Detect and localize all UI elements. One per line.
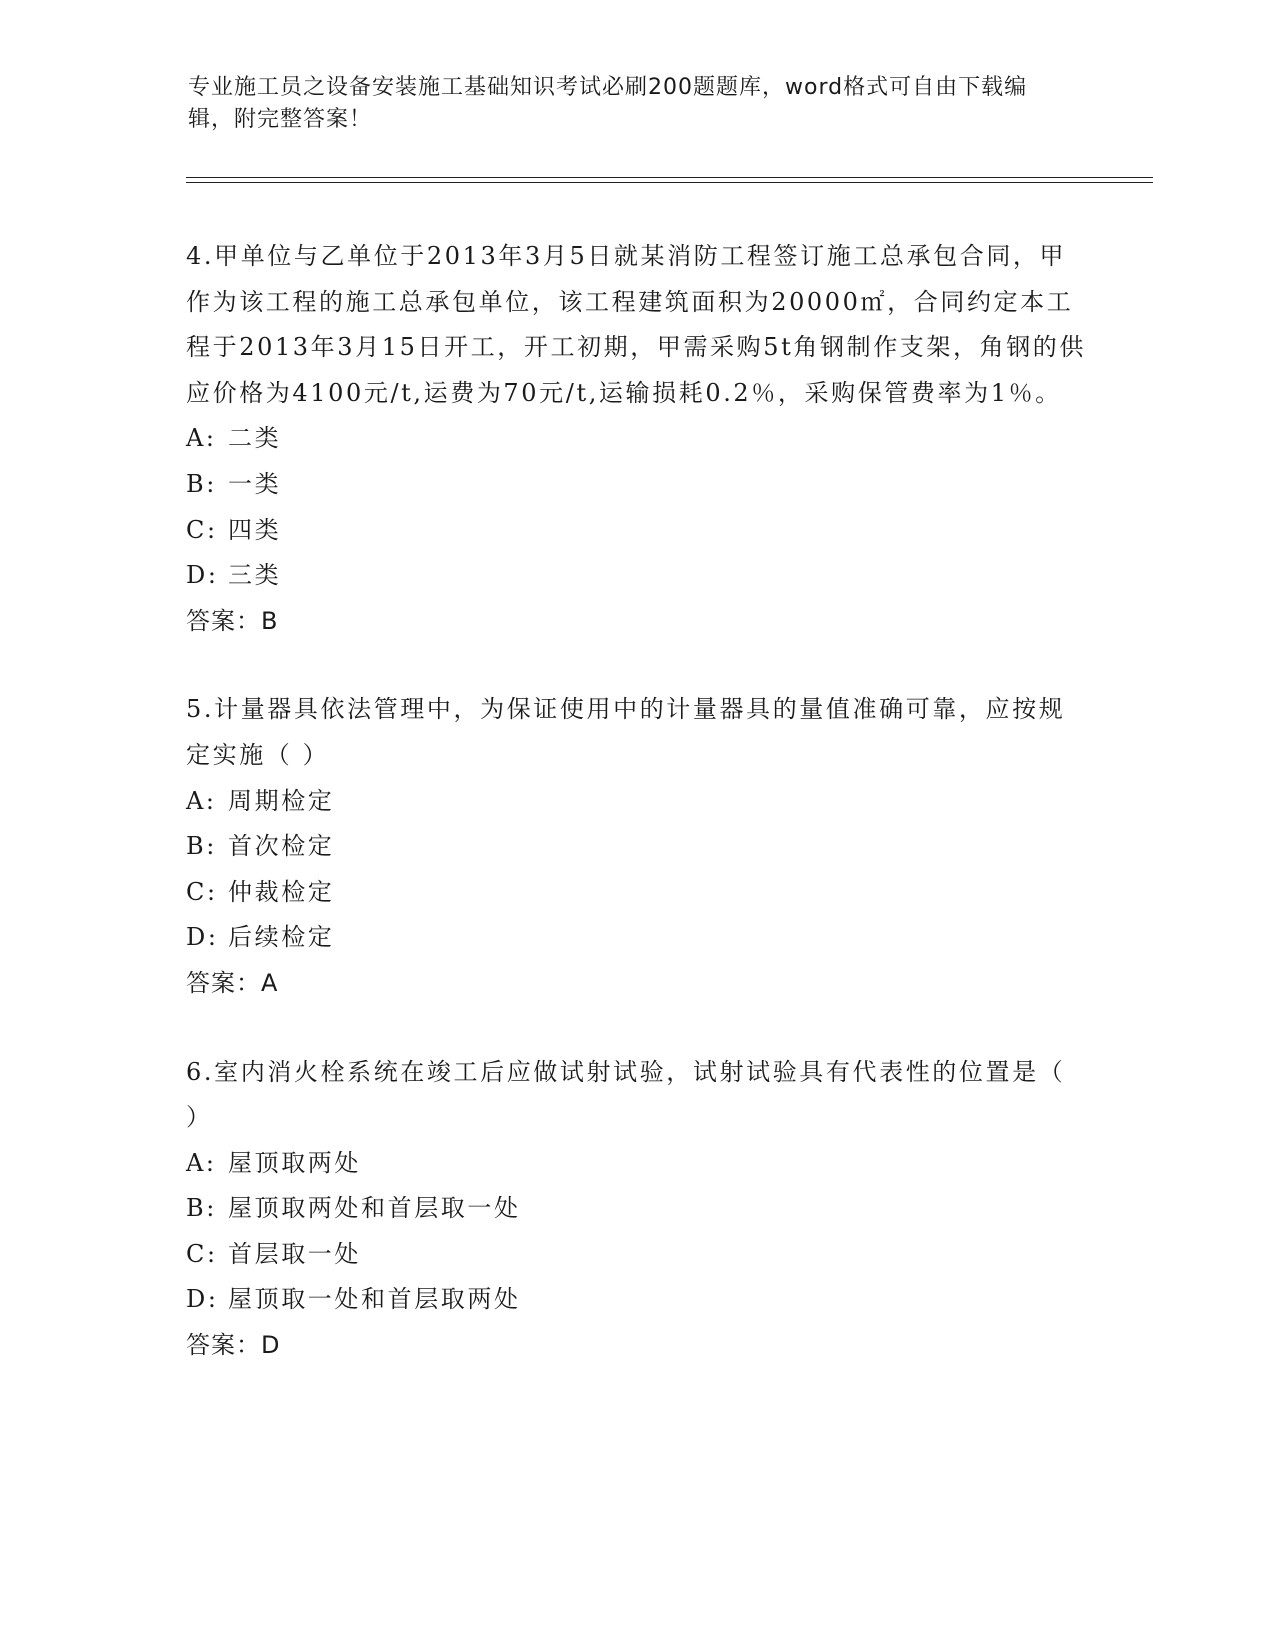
option-key: B: bbox=[186, 1194, 217, 1223]
answer-line: 答案：B bbox=[186, 606, 279, 635]
header-divider-top bbox=[186, 177, 1153, 178]
option-a bbox=[186, 1141, 1086, 1187]
option-key: C: bbox=[186, 877, 218, 906]
question-item bbox=[186, 687, 1086, 1006]
option-text: 二类 bbox=[228, 424, 282, 453]
question-item bbox=[186, 1050, 1086, 1369]
option-key: A: bbox=[186, 786, 217, 815]
question-text: 6.室内消火栓系统在竣工后应做试射试验，试射试验具有代表性的位置是（ ） bbox=[186, 1057, 1066, 1132]
option-a bbox=[186, 416, 1086, 462]
option-text: 周期检定 bbox=[228, 786, 335, 815]
option-key: C: bbox=[186, 1239, 218, 1268]
option-key: A: bbox=[186, 1148, 217, 1177]
question-list bbox=[186, 234, 1086, 1412]
option-key: D: bbox=[186, 561, 219, 590]
option-b bbox=[186, 824, 1086, 870]
option-d bbox=[186, 553, 1086, 599]
header-divider-bottom bbox=[186, 182, 1153, 183]
header-title: 专业施工员之设备安装施工基础知识考试必刷200题题库，word格式可自由下载编辑，附完整答案！ bbox=[188, 75, 1028, 132]
option-b bbox=[186, 462, 1086, 508]
question-item bbox=[186, 234, 1086, 644]
option-text: 屋顶取两处 bbox=[228, 1148, 361, 1177]
option-key: B: bbox=[186, 469, 217, 498]
option-text: 首层取一处 bbox=[228, 1239, 361, 1268]
option-text: 后续检定 bbox=[228, 923, 335, 952]
option-c bbox=[186, 1232, 1086, 1278]
option-text: 仲裁检定 bbox=[228, 877, 335, 906]
option-b bbox=[186, 1186, 1086, 1232]
option-text: 首次检定 bbox=[228, 832, 335, 861]
option-key: D: bbox=[186, 923, 219, 952]
option-text: 四类 bbox=[228, 515, 282, 544]
option-key: C: bbox=[186, 515, 218, 544]
option-text: 屋顶取两处和首层取一处 bbox=[228, 1194, 521, 1223]
question-text: 4.甲单位与乙单位于2013年3月5日就某消防工程签订施工总承包合同，甲作为该工程的施工总承包单位，该工程建筑面积为20000㎡，合同约定本工程于2013年3月15日开工，开工初期，甲需采购5t角钢制作支架，角钢的供应价格为4100元/t,运费为70元/t,运输损耗0.2％，采购保管费率为1％。 bbox=[186, 242, 1086, 407]
question-text: 5.计量器具依法管理中，为保证使用中的计量器具的量值准确可靠，应按规定实施（ ） bbox=[186, 695, 1066, 769]
option-d bbox=[186, 1277, 1086, 1323]
option-key: D: bbox=[186, 1285, 219, 1314]
answer-line: 答案：D bbox=[186, 1331, 281, 1360]
option-c bbox=[186, 508, 1086, 554]
document-header bbox=[188, 72, 1068, 136]
option-key: B: bbox=[186, 832, 217, 861]
option-text: 一类 bbox=[228, 469, 282, 498]
option-key: A: bbox=[186, 424, 217, 453]
option-c bbox=[186, 870, 1086, 916]
answer-line: 答案：A bbox=[186, 968, 279, 997]
option-d bbox=[186, 915, 1086, 961]
option-text: 三类 bbox=[228, 561, 282, 590]
option-a bbox=[186, 779, 1086, 825]
option-text: 屋顶取一处和首层取两处 bbox=[228, 1285, 521, 1314]
